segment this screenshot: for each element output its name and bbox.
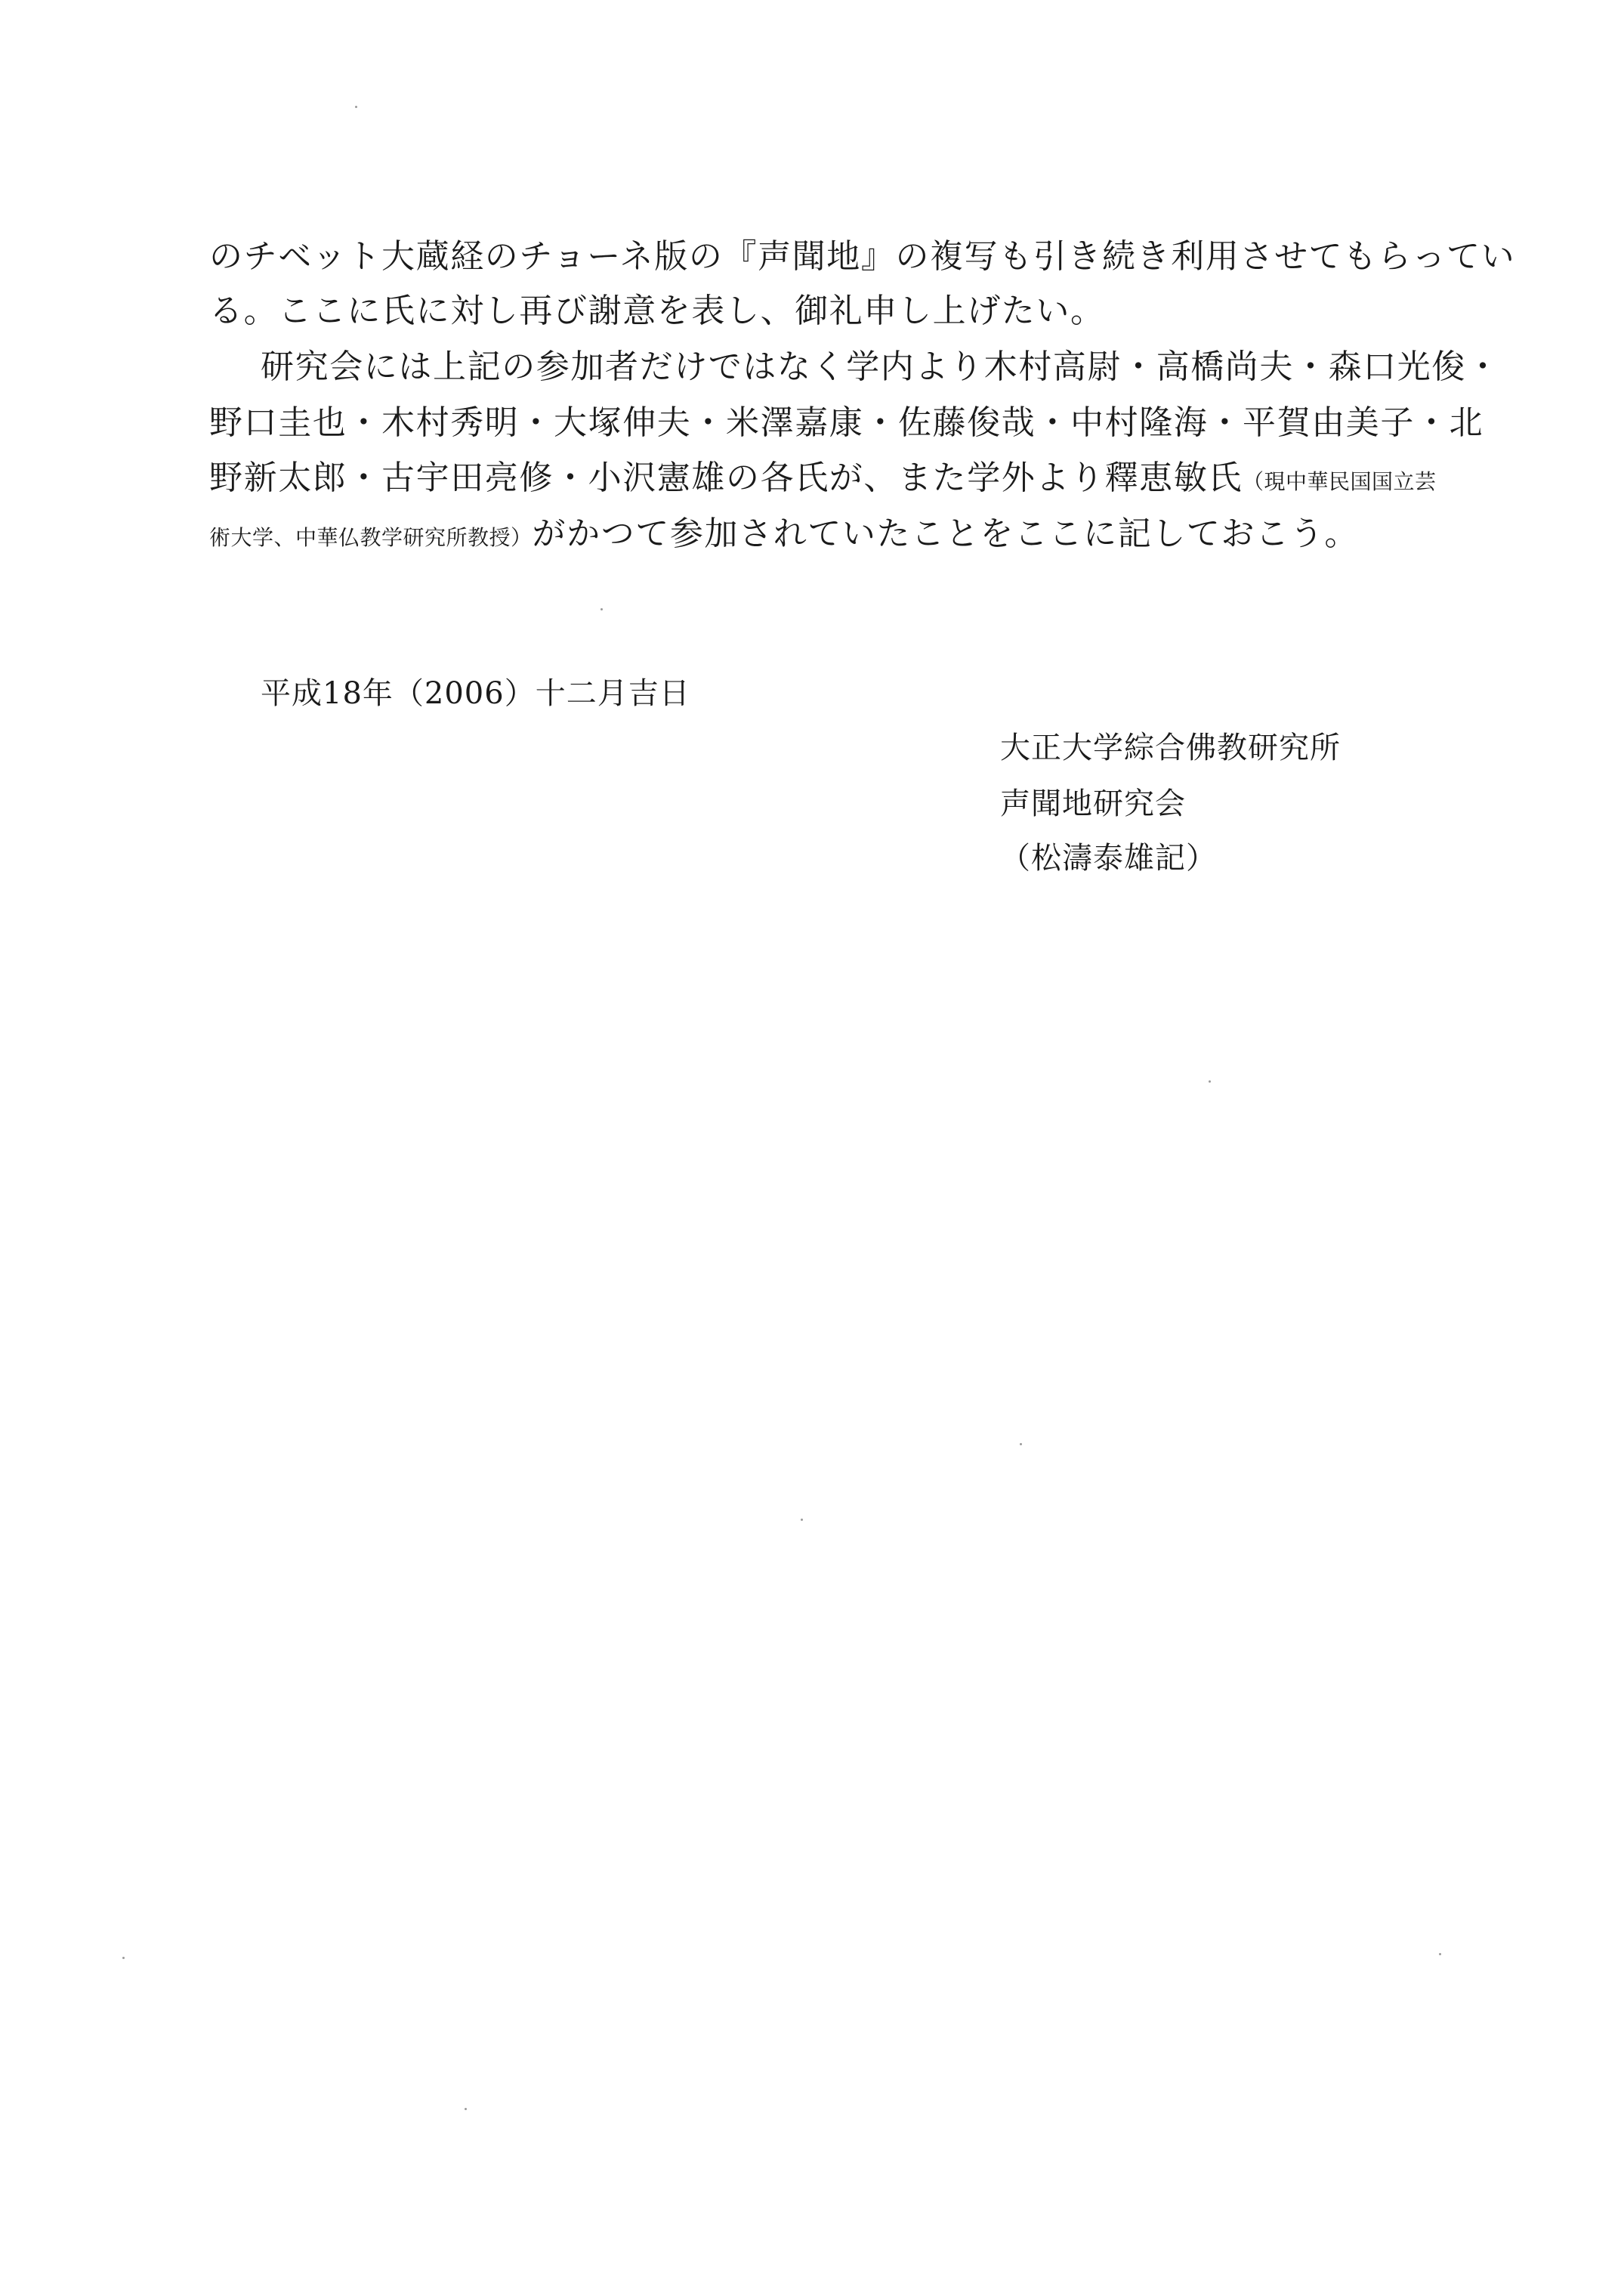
scan-speck <box>601 608 603 610</box>
body-line-2: る。ここに氏に対し再び謝意を表し、御礼申し上げたい。 <box>209 292 1105 330</box>
body-line-5-main: 野新太郎・古宇田亮修・小沢憲雄の各氏が、また学外より釋恵敏氏 <box>209 459 1243 497</box>
body-line-6 <box>209 511 1359 561</box>
scan-speck <box>801 1519 803 1521</box>
scan-speck <box>122 1957 125 1959</box>
body-line-4: 野口圭也・木村秀明・大塚伸夫・米澤嘉康・佐藤俊哉・中村隆海・平賀由美子・北 <box>209 403 1484 442</box>
scan-speck <box>1439 1953 1441 1955</box>
scan-speck <box>465 2108 467 2110</box>
scan-speck <box>1020 1443 1022 1445</box>
body-line-5 <box>209 456 1437 505</box>
signature-group: 声聞地研究会 <box>1000 786 1186 821</box>
scan-speck <box>355 106 357 108</box>
body-line-3: 研究会には上記の参加者だけではなく学内より木村高尉・高橋尚夫・森口光俊・ <box>261 348 1501 386</box>
body-line-5-note: （現中華民国国立芸 <box>1243 469 1437 494</box>
body-line-1: のチベット大蔵経のチョーネ版の『声聞地』の複写も引き続き利用させてもらってい <box>209 237 1516 276</box>
date-line: 平成18年（2006）十二月吉日 <box>261 676 690 711</box>
body-line-6-main: がかつて参加されていたことをここに記しておこう。 <box>532 515 1359 553</box>
signature-author: （松濤泰雄記） <box>1000 841 1217 876</box>
body-line-6-note: 術大学、中華仏教学研究所教授） <box>209 525 533 550</box>
scan-speck <box>1209 1080 1211 1083</box>
signature-institution: 大正大学綜合佛教研究所 <box>1000 731 1341 765</box>
